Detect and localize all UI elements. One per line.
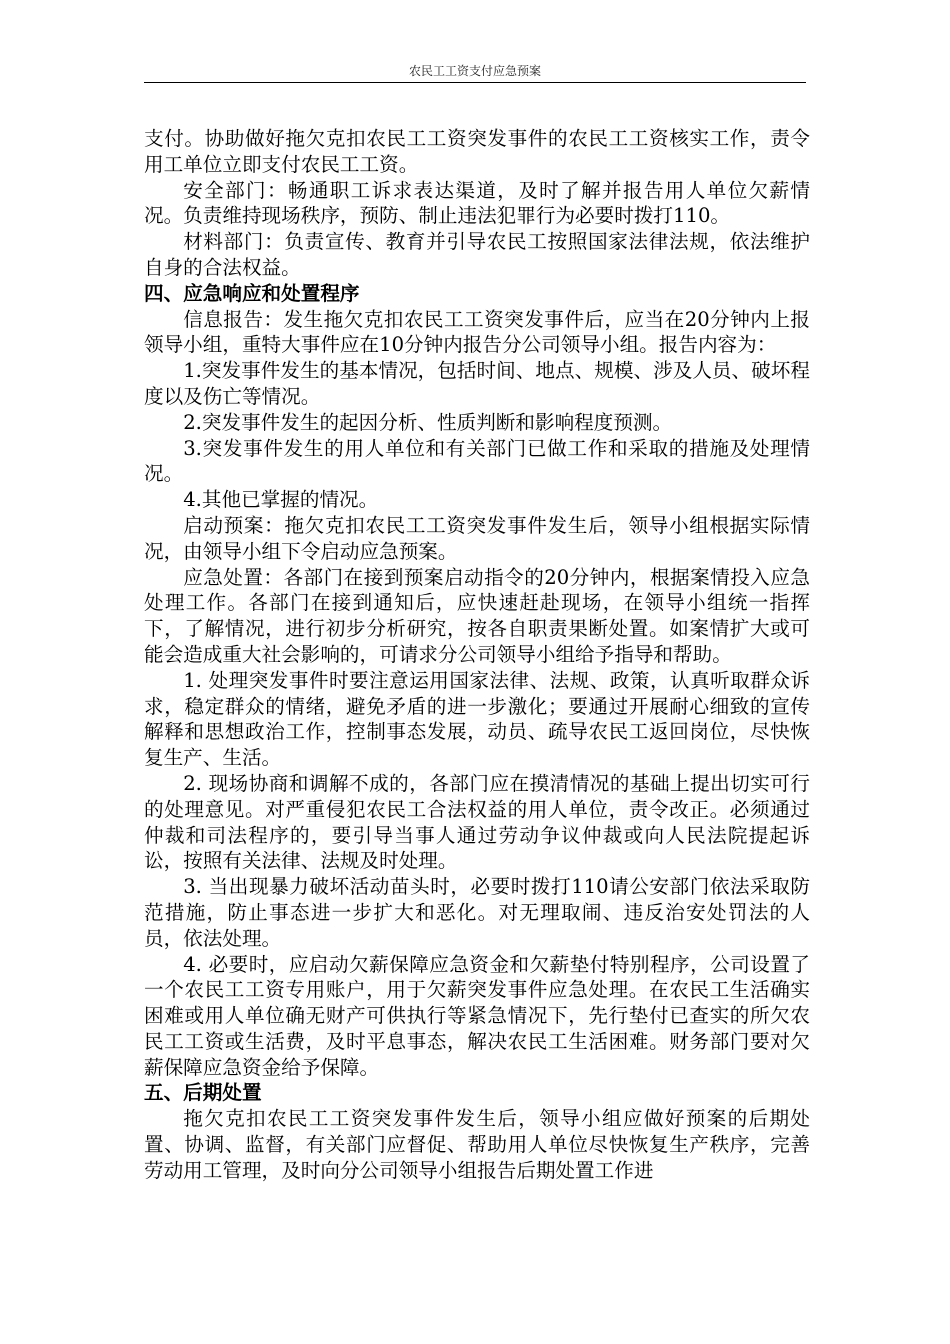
list-item: 1. 处理突发事件时要注意运用国家法律、法规、政策，认真听取群众诉求，稳定群众的情绪，避免矛盾的进一步激化；要通过开展耐心细致的宣传解释和思想政治工作，控制事态发展，动员、疏导农民工返回岗位，尽快恢复生产、生活。 bbox=[144, 668, 810, 770]
list-item: 3.突发事件发生的用人单位和有关部门已做工作和采取的措施及处理情况。 bbox=[144, 436, 810, 486]
list-item: 2.突发事件发生的起因分析、性质判断和影响程度预测。 bbox=[183, 410, 673, 434]
page-header: 农民工工资支付应急预案 bbox=[144, 60, 806, 83]
list-item: 4. 必要时，应启动欠薪保障应急资金和欠薪垫付特别程序，公司设置了一个农民工工资专用账户，用于欠薪突发事件应急处理。在农民工生活确实困难或用人单位确无财产可供执行等紧急情况下，先行垫付已查实的所欠农民工工资或生活费，及时平息事态，解决农民工生活困难。财务部门要对欠薪保障应急资金给予保障。 bbox=[144, 952, 810, 1079]
list-item: 3. 当出现暴力破坏活动苗头时，必要时拨打110请公安部门依法采取防范措施，防止事态进一步扩大和恶化。对无理取闹、违反治安处罚法的人员，依法处理。 bbox=[144, 875, 810, 950]
paragraph: 支付。协助做好拖欠克扣农民工工资突发事件的农民工工资核实工作，责令用工单位立即支付农民工工资。 bbox=[144, 127, 810, 176]
section-heading: 五、后期处置 bbox=[144, 1081, 262, 1105]
paragraph: 应急处置：各部门在接到预案启动指令的20分钟内，根据案情投入应急处理工作。各部门在接到通知后，应快速赶赴现场，在领导小组统一指挥下，了解情况，进行初步分析研究，按各自职责果断处置。如案情扩大或可能会造成重大社会影响的，可请求分公司领导小组给予指导和帮助。 bbox=[144, 565, 810, 666]
document-body bbox=[144, 126, 810, 1184]
paragraph: 信息报告：发生拖欠克扣农民工工资突发事件后，应当在20分钟内上报领导小组，重特大事件应在10分钟内报告分公司领导小组。报告内容为： bbox=[144, 307, 810, 357]
paragraph: 材料部门：负责宣传、教育并引导农民工按照国家法律法规，依法维护自身的合法权益。 bbox=[144, 230, 810, 279]
section-heading: 四、应急响应和处置程序 bbox=[144, 281, 360, 305]
paragraph: 拖欠克扣农民工工资突发事件发生后，领导小组应做好预案的后期处置、协调、监督，有关部门应督促、帮助用人单位尽快恢复生产秩序，完善劳动用工管理，及时向分公司领导小组报告后期处置工作进 bbox=[144, 1107, 810, 1182]
list-item: 1.突发事件发生的基本情况，包括时间、地点、规模、涉及人员、破坏程度以及伤亡等情况。 bbox=[144, 359, 810, 408]
list-item: 4.其他已掌握的情况。 bbox=[183, 488, 379, 512]
list-item: 2. 现场协商和调解不成的，各部门应在摸清情况的基础上提出切实可行的处理意见。对严重侵犯农民工合法权益的用人单位，责令改正。必须通过仲裁和司法程序的，要引导当事人通过劳动争议仲裁或向人民法院提起诉讼，按照有关法律、法规及时处理。 bbox=[144, 771, 810, 873]
paragraph: 启动预案：拖欠克扣农民工工资突发事件发生后，领导小组根据实际情况，由领导小组下令启动应急预案。 bbox=[144, 513, 810, 563]
paragraph: 安全部门：畅通职工诉求表达渠道，及时了解并报告用人单位欠薪情况。负责维持现场秩序，预防、制止违法犯罪行为必要时拨打110。 bbox=[144, 178, 810, 228]
